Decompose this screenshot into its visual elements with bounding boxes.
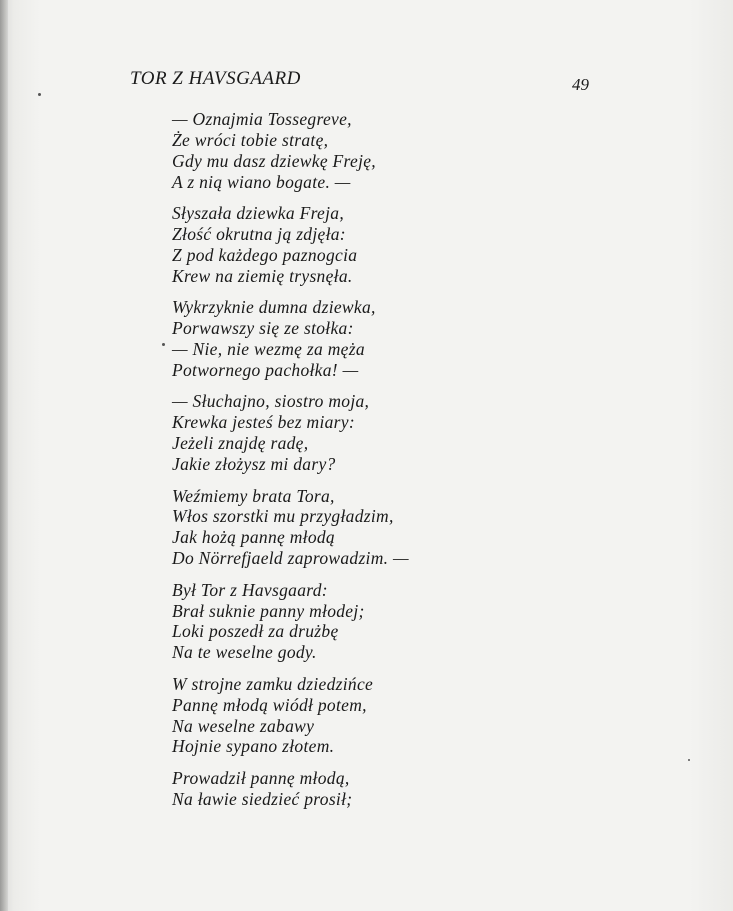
poem-line: Do Nörrefjaeld zaprowadzim. — [172,548,409,569]
poem-line: Że wróci tobie stratę, [172,129,329,150]
poem-line: Brał suknie panny młodej; [172,600,365,621]
stanza-5 [172,486,632,570]
poem-line: Był Tor z Havsgaard: [172,579,328,600]
stanza-2 [172,203,632,287]
poem-line: Jak hożą pannę młodą [172,527,335,548]
poem-body [172,109,632,820]
poem-line: Jakie złożysz mi dary? [172,454,336,475]
poem-line: W strojne zamku dziedzińce [172,673,374,694]
stanza-1 [172,109,632,193]
poem-line: Potwornego pachołka! — [172,359,359,380]
poem-line: Loki poszedł za drużbę [172,621,339,642]
stanza-7 [172,674,632,758]
print-speck [162,343,165,346]
poem-line: Na ławie siedzieć prosił; [172,788,353,809]
poem-line: Złość okrutna ją zdjęła: [172,224,346,245]
poem-line: — Oznajmia Tossegreve, [172,109,352,129]
page-number: 49 [572,75,589,94]
poem-line: Z pod każdego paznogcia [172,244,358,265]
page-spine-shadow [0,0,8,911]
poem-line: Pannę młodą wiódł potem, [172,694,367,715]
poem-line: Słyszała dziewka Freja, [172,203,344,224]
stanza-8 [172,768,632,810]
poem-line: Gdy mu dasz dziewkę Freję, [172,150,376,171]
poem-line: Jeżeli znajdę radę, [172,433,309,454]
poem-line: — Słuchajno, siostro moja, [172,391,370,412]
poem-line: Krew na ziemię trysnęła. [172,265,353,286]
poem-line: Włos szorstki mu przygładzim, [172,506,394,527]
poem-line: Prowadził pannę młodą, [172,767,350,788]
print-speck [688,759,690,761]
poem-line: Krewka jesteś bez miary: [172,412,355,433]
poem-line: A z nią wiano bogate. — [172,171,351,192]
poem-line: Wykrzyknie dumna dziewka, [172,297,376,318]
poem-line: — Nie, nie wezmę za męża [172,339,365,360]
stanza-4 [172,391,632,475]
stanza-6 [172,580,632,664]
print-speck [38,93,41,96]
stanza-3 [172,297,632,381]
poem-line: Na weselne zabawy [172,715,315,736]
running-title: TOR Z HAVSGAARD [130,68,301,89]
poem-line: Weźmiemy brata Tora, [172,485,335,506]
poem-line: Porwawszy się ze stołka: [172,318,354,339]
poem-line: Na te weselne gody. [172,642,317,663]
poem-line: Hojnie sypano złotem. [172,736,335,757]
